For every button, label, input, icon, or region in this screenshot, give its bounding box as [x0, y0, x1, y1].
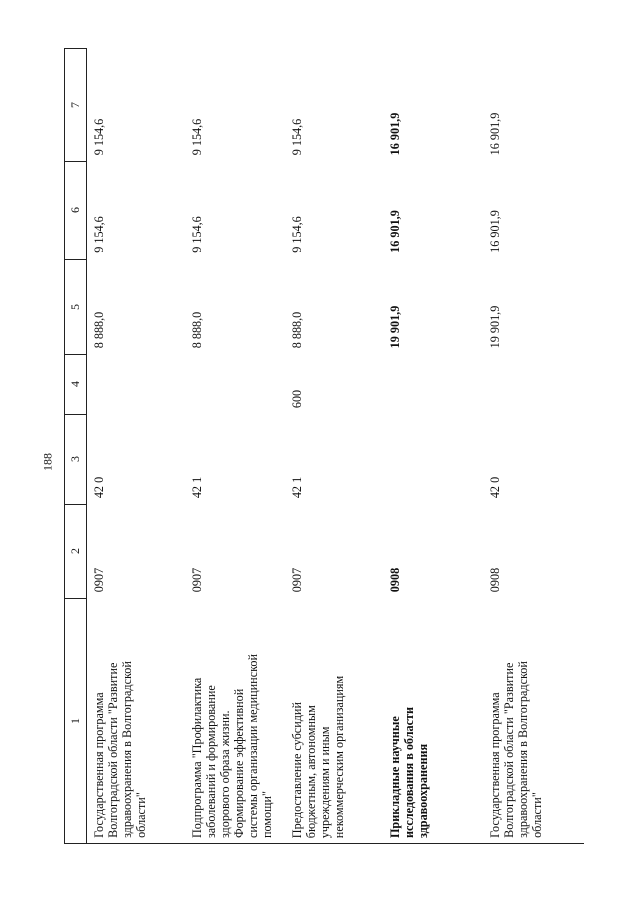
table-cell-code	[288, 504, 378, 598]
table-cell-v7-text: 9 154,6	[290, 118, 304, 155]
table-cell-v5	[486, 259, 580, 354]
table-cell-v7-text: 16 901,9	[388, 112, 402, 155]
table-cell-v6	[486, 161, 580, 259]
table-row-name	[386, 598, 478, 844]
table-cell-target-text: 42 1	[190, 476, 204, 499]
table-cell-code-text: 0908	[388, 567, 402, 593]
table-cell-code	[90, 504, 180, 598]
table-row-name-line: Подпрограмма "Профилактика	[190, 677, 204, 839]
column-header-5	[64, 259, 86, 354]
table-row-name-line: исследования в области	[402, 706, 416, 839]
table-cell-v5-text: 19 901,9	[488, 305, 502, 348]
table-cell-v6-text: 16 901,9	[388, 210, 402, 253]
table-row-name-line: здравоохранения в Волгоградской	[516, 661, 530, 838]
column-header-5-text: 5	[68, 303, 82, 310]
column-header-3	[64, 414, 86, 504]
table-row-name-text	[190, 654, 274, 838]
table-row-name-line: Предоставление субсидий	[290, 702, 304, 839]
table-row-name-line: Волгоградской области "Развитие	[106, 662, 120, 838]
table-row-name	[486, 598, 580, 844]
table-cell-v7-text: 16 901,9	[488, 112, 502, 155]
table-cell-v7	[90, 48, 180, 161]
table-cell-target-text: 42 0	[92, 476, 106, 499]
table-cell-v5	[188, 259, 280, 354]
table-cell-code-text: 0907	[290, 567, 304, 593]
table-row-name-line: некоммерческим организациям	[332, 675, 346, 839]
table-cell-v6-text: 16 901,9	[488, 210, 502, 253]
table-cell-v6	[90, 161, 180, 259]
table-row-name	[288, 598, 378, 844]
table-cell-expense_type-text: 600	[290, 389, 304, 409]
table-row-name-line: бюджетным, автономным	[304, 705, 318, 839]
table-cell-target	[486, 414, 580, 504]
column-header-6	[64, 161, 86, 259]
table-cell-target-text: 42 1	[290, 476, 304, 499]
table-cell-v6	[188, 161, 280, 259]
column-header-3-text: 3	[68, 456, 82, 462]
column-header-1	[64, 598, 86, 844]
column-header-2-text: 2	[68, 548, 82, 554]
table-row-name	[90, 598, 180, 844]
table-cell-target	[188, 414, 280, 504]
table-row-name-line: здравоохранения	[416, 743, 430, 839]
table-row-name-line: учреждениям и иным	[318, 726, 332, 839]
table-row-name-line: Государственная программа	[92, 692, 106, 838]
table-cell-expense_type	[288, 354, 378, 414]
table-cell-v7-text: 9 154,6	[190, 118, 204, 155]
table-cell-v7-text: 9 154,6	[92, 118, 106, 155]
table-cell-code-text: 0908	[488, 567, 502, 593]
budget-table	[64, 48, 584, 844]
table-row-name-line: Формирование эффективной	[232, 688, 246, 839]
table-cell-v5	[288, 259, 378, 354]
column-header-4	[64, 354, 86, 414]
table-cell-code-text: 0907	[92, 567, 106, 593]
table-cell-target	[90, 414, 180, 504]
table-row-name-line: здорового образа жизни.	[218, 710, 232, 839]
table-cell-v5-text: 8 888,0	[92, 311, 106, 348]
table-cell-v7	[386, 48, 478, 161]
column-header-6-text: 6	[68, 207, 82, 213]
page-number	[38, 452, 58, 472]
table-row-name-line: заболеваний и формирование	[204, 685, 218, 839]
table-cell-v5	[386, 259, 478, 354]
table-cell-v7	[486, 48, 580, 161]
table-cell-v6	[288, 161, 378, 259]
table-row-name-text	[388, 707, 430, 838]
table-border	[86, 48, 87, 844]
table-cell-target-text: 42 0	[488, 476, 502, 499]
table-cell-code	[386, 504, 478, 598]
table-cell-v5-text: 8 888,0	[190, 311, 204, 348]
table-cell-v5	[90, 259, 180, 354]
table-cell-v6	[386, 161, 478, 259]
table-row-name-line: помощи"	[260, 790, 274, 839]
table-cell-v5-text: 19 901,9	[388, 305, 402, 348]
table-row-name-text	[290, 676, 346, 838]
column-header-7-text: 7	[68, 101, 82, 108]
table-cell-v6-text: 9 154,6	[190, 216, 204, 253]
column-header-2	[64, 504, 86, 598]
table-cell-v7	[288, 48, 378, 161]
column-header-1-text: 1	[68, 718, 82, 724]
table-cell-code-text: 0907	[190, 567, 204, 593]
table-cell-code	[486, 504, 580, 598]
table-row-name-line: области"	[134, 792, 148, 838]
column-header-4-text: 4	[68, 381, 82, 387]
table-row-name-line: системы организации медицинской	[246, 653, 260, 839]
table-cell-v7	[188, 48, 280, 161]
table-row-name-line: Прикладные научные	[388, 716, 402, 839]
table-row-name	[188, 598, 280, 844]
table-row-name-line: Государственная программа	[488, 692, 502, 838]
table-cell-v6-text: 9 154,6	[290, 216, 304, 253]
table-row-name-text	[92, 661, 148, 838]
table-row-name-line: области"	[530, 792, 544, 838]
table-row-name-line: Волгоградской области "Развитие	[502, 662, 516, 838]
table-cell-code	[188, 504, 280, 598]
table-cell-v6-text: 9 154,6	[92, 216, 106, 253]
table-row-name-line: здравоохранения в Волгоградской	[120, 661, 134, 838]
table-cell-v5-text: 8 888,0	[290, 311, 304, 348]
column-header-7	[64, 48, 86, 161]
table-cell-target	[288, 414, 378, 504]
page-number-text: 188	[40, 453, 55, 471]
table-row-name-text	[488, 661, 544, 838]
